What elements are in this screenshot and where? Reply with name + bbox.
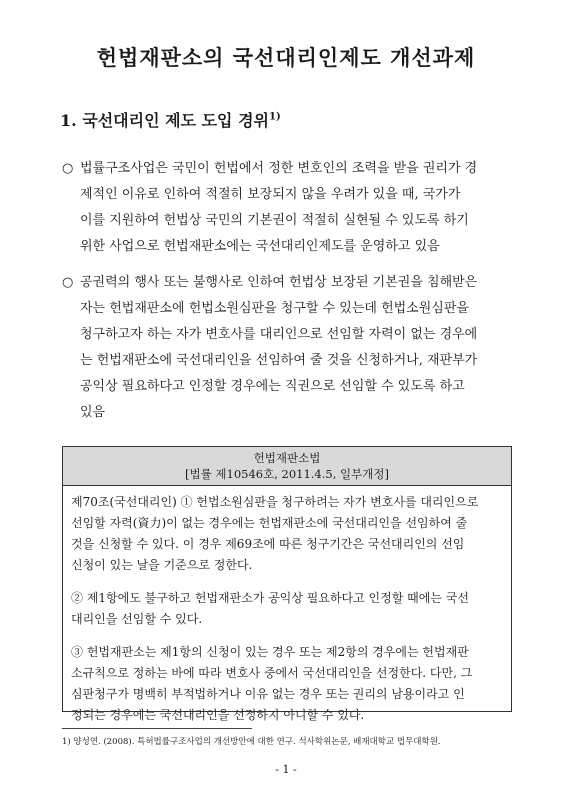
- paragraph-line: 는 헌법재판소에 국선대리인을 선임하여 줄 것을 신청하거나, 재판부가: [80, 353, 478, 368]
- circle-bullet-icon: ○: [62, 161, 74, 176]
- paragraph-line: 법률구조사업은 국민이 헌법에서 정한 변호인의 조력을 받을 권리가 경: [80, 161, 478, 176]
- law-clause-line: 신청이 있는 날을 기준으로 정한다.: [71, 558, 253, 572]
- law-clause-2: [71, 588, 503, 630]
- paragraph-line: 자는 헌법재판소에 헌법소원심판을 청구할 수 있는데 헌법소원심판을: [80, 301, 469, 316]
- law-clause-line: 대리인을 선임할 수 있다.: [71, 612, 203, 626]
- paragraph-line: 청구하고자 하는 자가 변호사를 대리인으로 선임할 자력이 없는 경우에: [80, 327, 478, 342]
- law-clause-1: [71, 492, 503, 576]
- law-excerpt-box: [62, 446, 512, 722]
- section-heading: [60, 108, 281, 131]
- footnote: 1) 양성연. (2008). 특허법률구조사업의 개선방안에 대한 연구. 석사학위논문, 배재대학교 법무대학원.: [62, 737, 441, 747]
- law-clause-line: ② 제1항에도 불구하고 헌법재판소가 공익상 필요하다고 인정할 때에는 국선: [71, 591, 469, 605]
- section-heading-text: 1. 국선대리인 제도 도입 경위: [60, 111, 270, 130]
- footnote-divider: [62, 728, 252, 729]
- law-clause-line: 소규칙으로 정하는 바에 따라 변호사 중에서 국선대리인을 선정한다. 다만, 그: [71, 666, 473, 680]
- law-clause-line: 제70조(국선대리인) ① 헌법소원심판을 청구하려는 자가 변호사를 대리인으로: [71, 495, 479, 509]
- paragraph-line: 이를 지원하여 헌법상 국민의 기본권이 적절히 실현될 수 있도록 하기: [80, 213, 469, 228]
- law-clause-line: 심판청구가 명백히 부적법하거나 이유 없는 경우 또는 권리의 남용이라고 인: [71, 687, 465, 701]
- paragraph-1: [62, 156, 514, 260]
- law-box-subtitle: [법률 제10546호, 2011.4.5, 일부개정]: [185, 467, 389, 481]
- paragraph-2: [62, 270, 514, 426]
- law-box-body: [63, 486, 511, 726]
- law-clause-3: [71, 642, 503, 726]
- page-number: - 1 -: [275, 763, 297, 776]
- paragraph-line: 공권력의 행사 또는 불행사로 인하여 헌법상 보장된 기본권을 침해받은: [80, 275, 478, 290]
- law-box-header: [63, 447, 511, 486]
- law-clause-line: 정되는 경우에는 국선대리인을 선정하지 아니할 수 있다.: [71, 708, 365, 722]
- law-clause-line: ③ 헌법재판소는 제1항의 신청이 있는 경우 또는 제2항의 경우에는 헌법재판: [71, 645, 469, 659]
- paragraph-line: 제적인 이유로 인하여 적절히 보장되지 않을 우려가 있을 때, 국가가: [80, 187, 461, 202]
- paragraph-line: 공익상 필요하다고 인정할 경우에는 직권으로 선임할 수 있도록 하고: [80, 379, 465, 394]
- law-clause-line: 것을 신청할 수 있다. 이 경우 제69조에 따른 청구기간은 국선대리인의 선임: [71, 537, 465, 551]
- circle-bullet-icon: ○: [62, 275, 74, 290]
- law-box-title: 헌법재판소법: [253, 451, 321, 465]
- page-title: 헌법재판소의 국선대리인제도 개선과제: [96, 45, 476, 70]
- paragraph-line: 위한 사업으로 헌법재판소에는 국선대리인제도를 운영하고 있음: [80, 239, 440, 254]
- law-clause-line: 선임할 자력(資力)이 없는 경우에는 헌법재판소에 국선대리인을 선임하여 줄: [71, 516, 468, 530]
- footnote-marker: 1): [269, 111, 281, 123]
- paragraph-line: 있음: [80, 405, 106, 420]
